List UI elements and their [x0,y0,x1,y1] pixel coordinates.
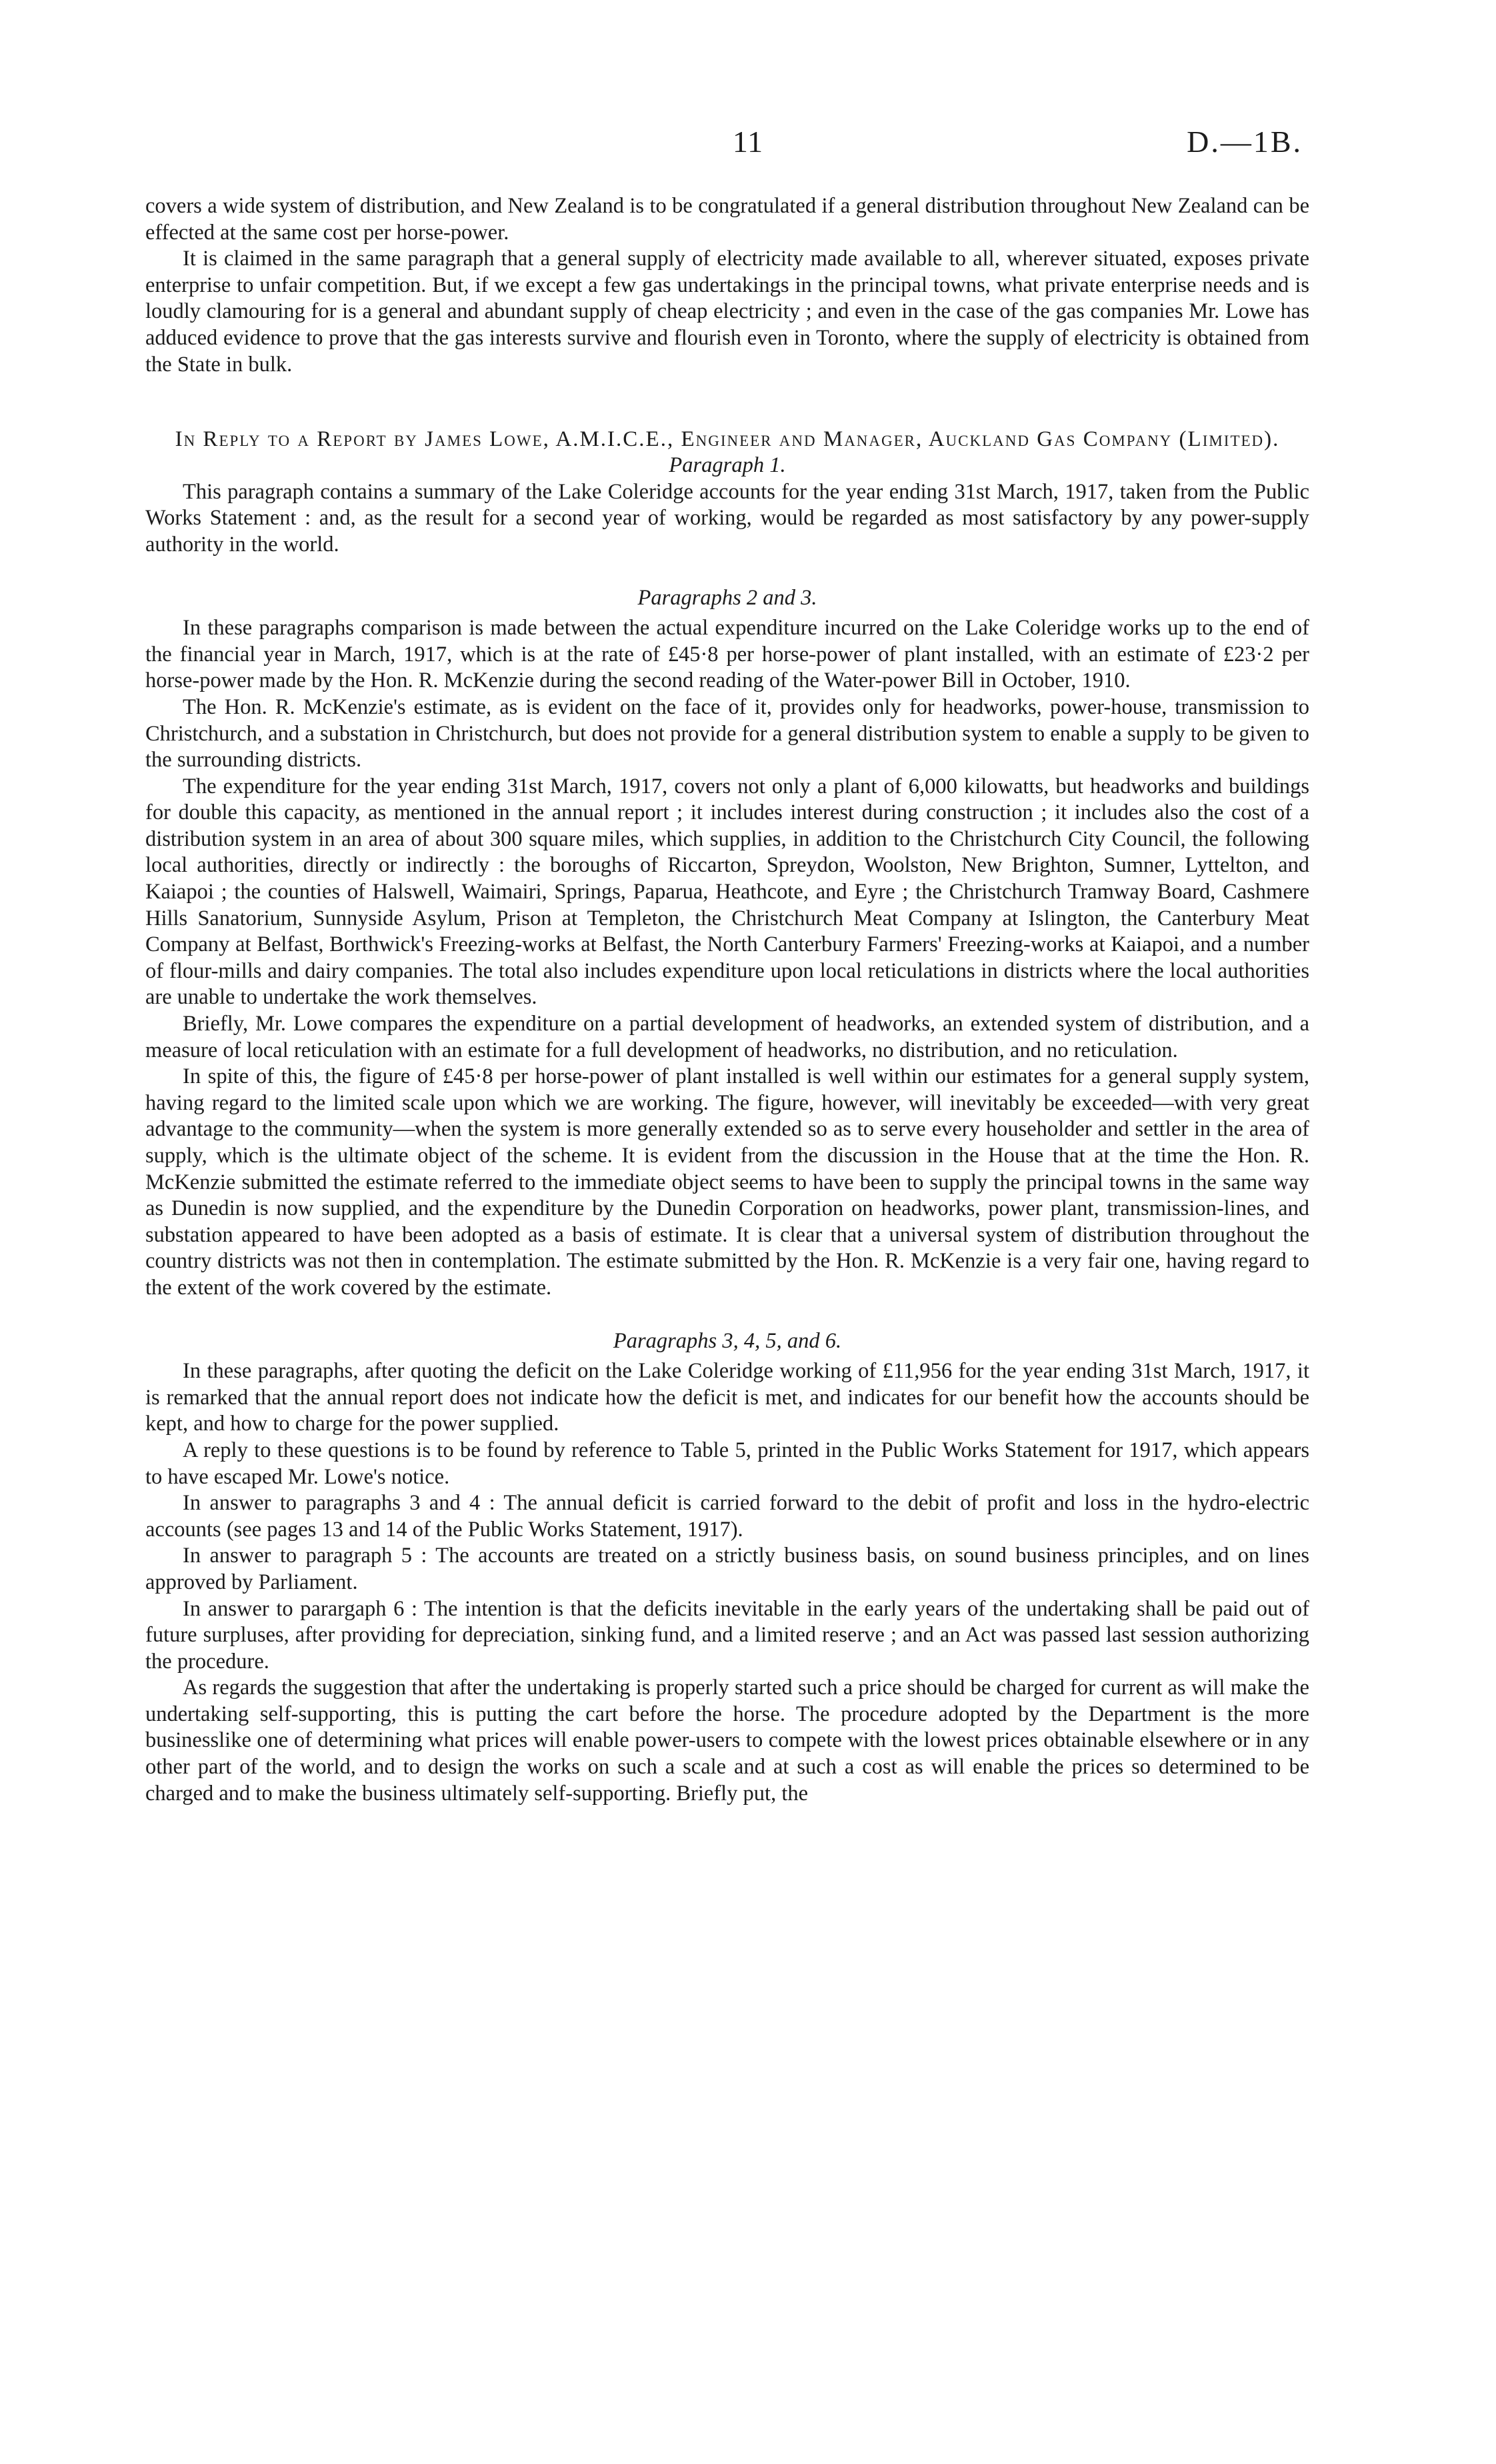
document-body [145,193,1309,1807]
section-title: In Reply to a Report by James Lowe, A.M.I.C.E., Engineer and Manager, Auckland Gas Company (Limited). [175,427,1280,452]
body-paragraph: In answer to paragraph 5 : The accounts are treated on a strictly business basis, on sound business principles, and on lines approved by Parliament. [145,1544,1309,1594]
body-paragraph: A reply to these questions is to be found by reference to Table 5, printed in the Public Works Statement for 1917, which appears to have escaped Mr. Lowe's notice. [145,1438,1309,1489]
body-paragraph: The Hon. R. McKenzie's estimate, as is evident on the face of it, provides only for headworks, power-house, transmission to Christchurch, and a substation in Christchurch, but does not provide for a general distribution system to enable a supply to be given to the surrounding districts. [145,694,1309,772]
body-paragraph: In these paragraphs, after quoting the deficit on the Lake Coleridge working of £11,956 for the year ending 31st March, 1917, it is remarked that the annual report does not indicate how the deficit is met, and indicates for our benefit how the accounts should be kept, and how to charge for the power supplied. [145,1359,1309,1436]
body-paragraph: The expenditure for the year ending 31st March, 1917, covers not only a plant of 6,000 kilowatts, but headworks and buildings for double this capacity, as mentioned in the annual report ; it includes interest during construction ; it includes also the cost of a distribution system in an area of about 300 square miles, which supplies, in addition to the Christchurch City Council, the following local authorities, directly or indirectly : the boroughs of Riccarton, Spreydon, Woolston, New Brighton, Sumner, Lyttelton, and Kaiapoi ; the counties of Halswell, Waimairi, Springs, Paparua, Heathcote, and Eyre ; the Christchurch Tramway Board, Cashmere Hills Sanatorium, Sunnyside Asylum, Prison at Templeton, the Christchurch Meat Company at Islington, the Canterbury Meat Company at Belfast, Borthwick's Freezing-works at Belfast, the North Canterbury Farmers' Freezing-works at Kaiapoi, and a number of flour-mills and dairy companies. The total also includes expenditure upon local reticulations in districts where the local authorities are unable to undertake the work themselves. [145,774,1309,1010]
intro-paragraph-continued: covers a wide system of distribution, and New Zealand is to be congratulated if a general distribution throughout New Zealand can be effected at the same cost per horse-power. [145,194,1309,245]
intro-paragraph: It is claimed in the same paragraph that a general supply of electricity made available to all, wherever situated, exposes private enterprise to unfair competition. But, if we except a few gas undertakings in the principal towns, what private enterprise needs and is loudly clamouring for is a general and abundant supply of cheap electricity ; and even in the case of the gas companies Mr. Lowe has adduced evidence to prove that the gas interests survive and flourish even in Toronto, where the supply of electricity is obtained from the State in bulk. [145,247,1309,377]
body-paragraph: In answer to paragraphs 3 and 4 : The annual deficit is carried forward to the debit of profit and loss in the hydro-electric accounts (see pages 13 and 14 of the Public Works Statement, 1917). [145,1491,1309,1542]
body-paragraph: As regards the suggestion that after the undertaking is properly started such a price should be charged for current as will make the undertaking self-supporting, this is putting the cart before the horse. The procedure adopted by the Department is the more businesslike one of determining what prices will enable power-users to compete with the lowest prices obtainable elsewhere or in any other part of the world, and to design the works on such a scale and at such a cost as will enable the prices so determined to be charged and to make the business ultimately self-supporting. Briefly put, the [145,1676,1309,1806]
body-paragraph: Briefly, Mr. Lowe compares the expenditure on a partial development of headworks, an extended system of distribution, and a measure of local reticulation with an estimate for a full development of headworks, no distribution, and no reticulation. [145,1012,1309,1062]
body-paragraph: This paragraph contains a summary of the Lake Coleridge accounts for the year ending 31st March, 1917, taken from the Public Works Statement : and, as the result for a second year of working, would be regarded as most satisfactory by any power-supply authority in the world. [145,479,1309,557]
subheading-paragraph-1: Paragraph 1. [669,453,786,478]
body-paragraph: In answer to parargaph 6 : The intention is that the deficits inevitable in the early years of the undertaking shall be paid out of future surpluses, after providing for depreciation, sinking fund, and a limited reserve ; and an Act was passed last session authorizing the procedure. [145,1596,1309,1674]
body-paragraph: In spite of this, the figure of £45·8 per horse-power of plant installed is well within our estimates for a general supply system, having regard to the limited scale upon which we are working. The figure, however, will inevitably be exceeded—with very great advantage to the community—when the system is more generally extended so as to serve every householder and settler in the area of supply, which is the ultimate object of the scheme. It is evident from the discussion in the House that at the time the Hon. R. McKenzie submitted the estimate referred to the immediate object seems to have been to supply the principal towns in the same way as Dunedin is now supplied, and the expenditure by the Dunedin Corporation on headworks, power plant, transmission-lines, and substation appeared to have been adopted as a basis of estimate. It is clear that a universal system of distribution throughout the country districts was not then in contemplation. The estimate submitted by the Hon. R. McKenzie is a very fair one, having regard to the extent of the work covered by the estimate. [145,1064,1309,1300]
body-paragraph: In these paragraphs comparison is made between the actual expenditure incurred on the Lake Coleridge works up to the end of the financial year in March, 1917, which is at the rate of £45·8 per horse-power of plant installed, with an estimate of £23·2 per horse-power made by the Hon. R. McKenzie during the second reading of the Water-power Bill in October, 1910. [145,616,1309,693]
subheading-paragraphs-2-3: Paragraphs 2 and 3. [637,585,817,610]
document-reference: D.—1B. [1187,125,1303,159]
page-number: 11 [732,125,764,159]
subheading-paragraphs-3-6: Paragraphs 3, 4, 5, and 6. [613,1328,842,1353]
